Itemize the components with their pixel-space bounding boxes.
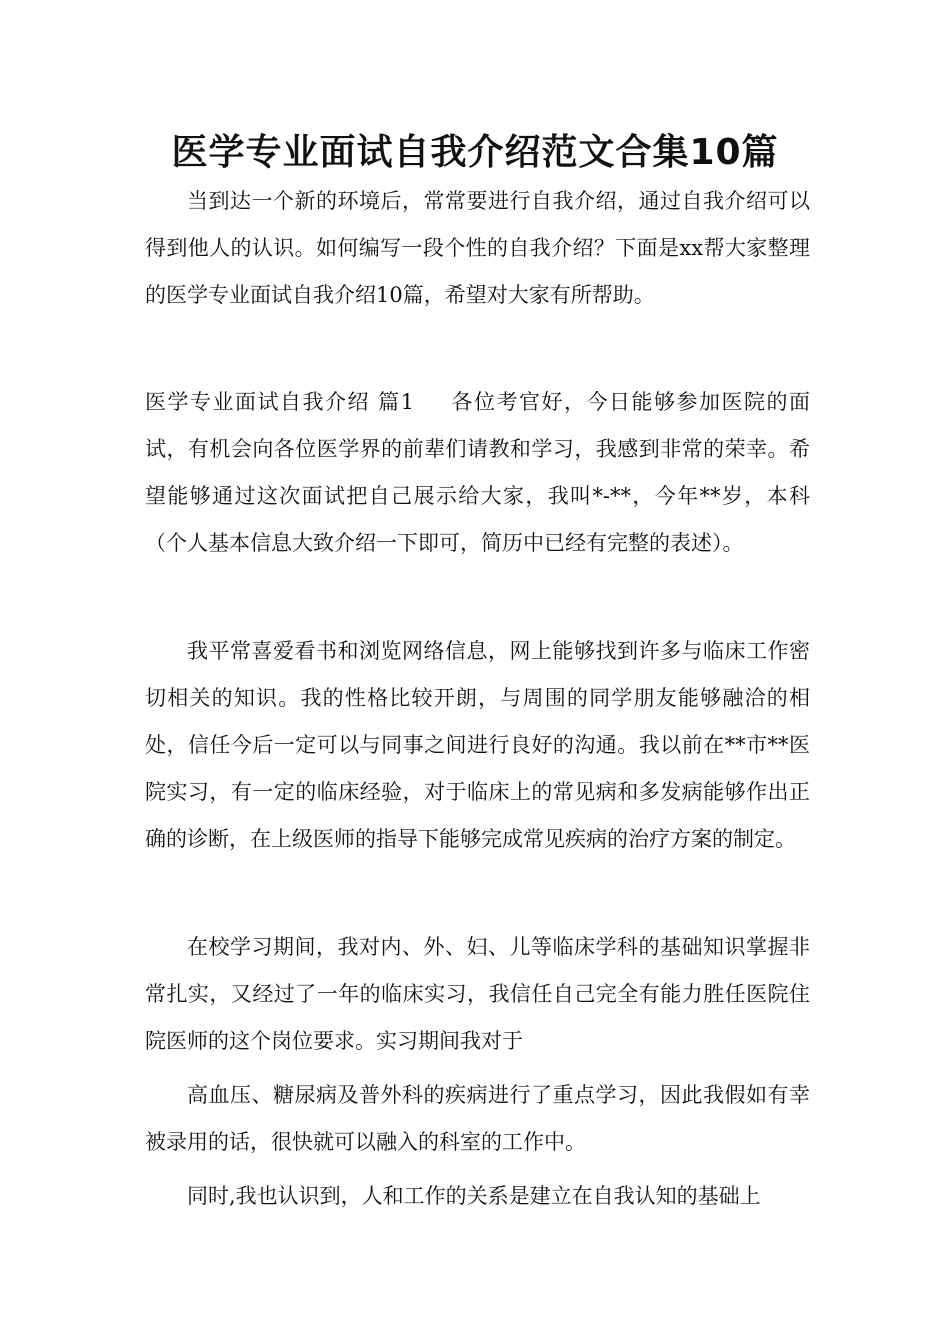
document-title: 医学专业面试自我介绍范文合集10篇 — [171, 132, 779, 173]
body-paragraph: 高血压、糖尿病及普外科的疾病进行了重点学习，因此我假如有幸被录用的话，很快就可以融入的科室的工作中。 — [145, 1083, 810, 1154]
intro-paragraph: 当到达一个新的环境后，常常要进行自我介绍，通过自我介绍可以得到他人的认识。如何编写一段个性的自我介绍？下面是xx帮大家整理的医学专业面试自我介绍10篇，希望对大家有所帮助。 — [145, 189, 810, 307]
body-paragraph: 我平常喜爱看书和浏览网络信息，网上能够找到许多与临床工作密切相关的知识。我的性格比较开朗，与周围的同学朋友能够融洽的相处，信任今后一定可以与同事之间进行良好的沟通。我以前在**市**医院实习，有一定的临床经验，对于临床上的常见病和多发病能够作出正确的诊断，在上级医师的指导下能够完成常见疾病的治疗方案的制定。 — [145, 639, 810, 851]
body-paragraph: 同时,我也认识到，人和工作的关系是建立在自我认知的基础上 — [187, 1184, 761, 1208]
body-paragraph: 在校学习期间，我对内、外、妇、儿等临床学科的基础知识掌握非常扎实，又经过了一年的临床实习，我信任自己完全有能力胜任医院住院医师的这个岗位要求。实习期间我对于 — [145, 935, 810, 1053]
section-1-paragraph — [145, 379, 810, 567]
section-1-first-paragraph: 各位考官好，今日能够参加医院的面试，有机会向各位医学界的前辈们请教和学习，我感到非常的荣幸。希望能够通过这次面试把自己展示给大家，我叫*-**，今年**岁，本科（个人基本信息大致介绍一下即可，简历中已经有完整的表述）。 — [145, 390, 810, 555]
section-1-heading: 医学专业面试自我介绍 篇1 — [145, 390, 415, 414]
